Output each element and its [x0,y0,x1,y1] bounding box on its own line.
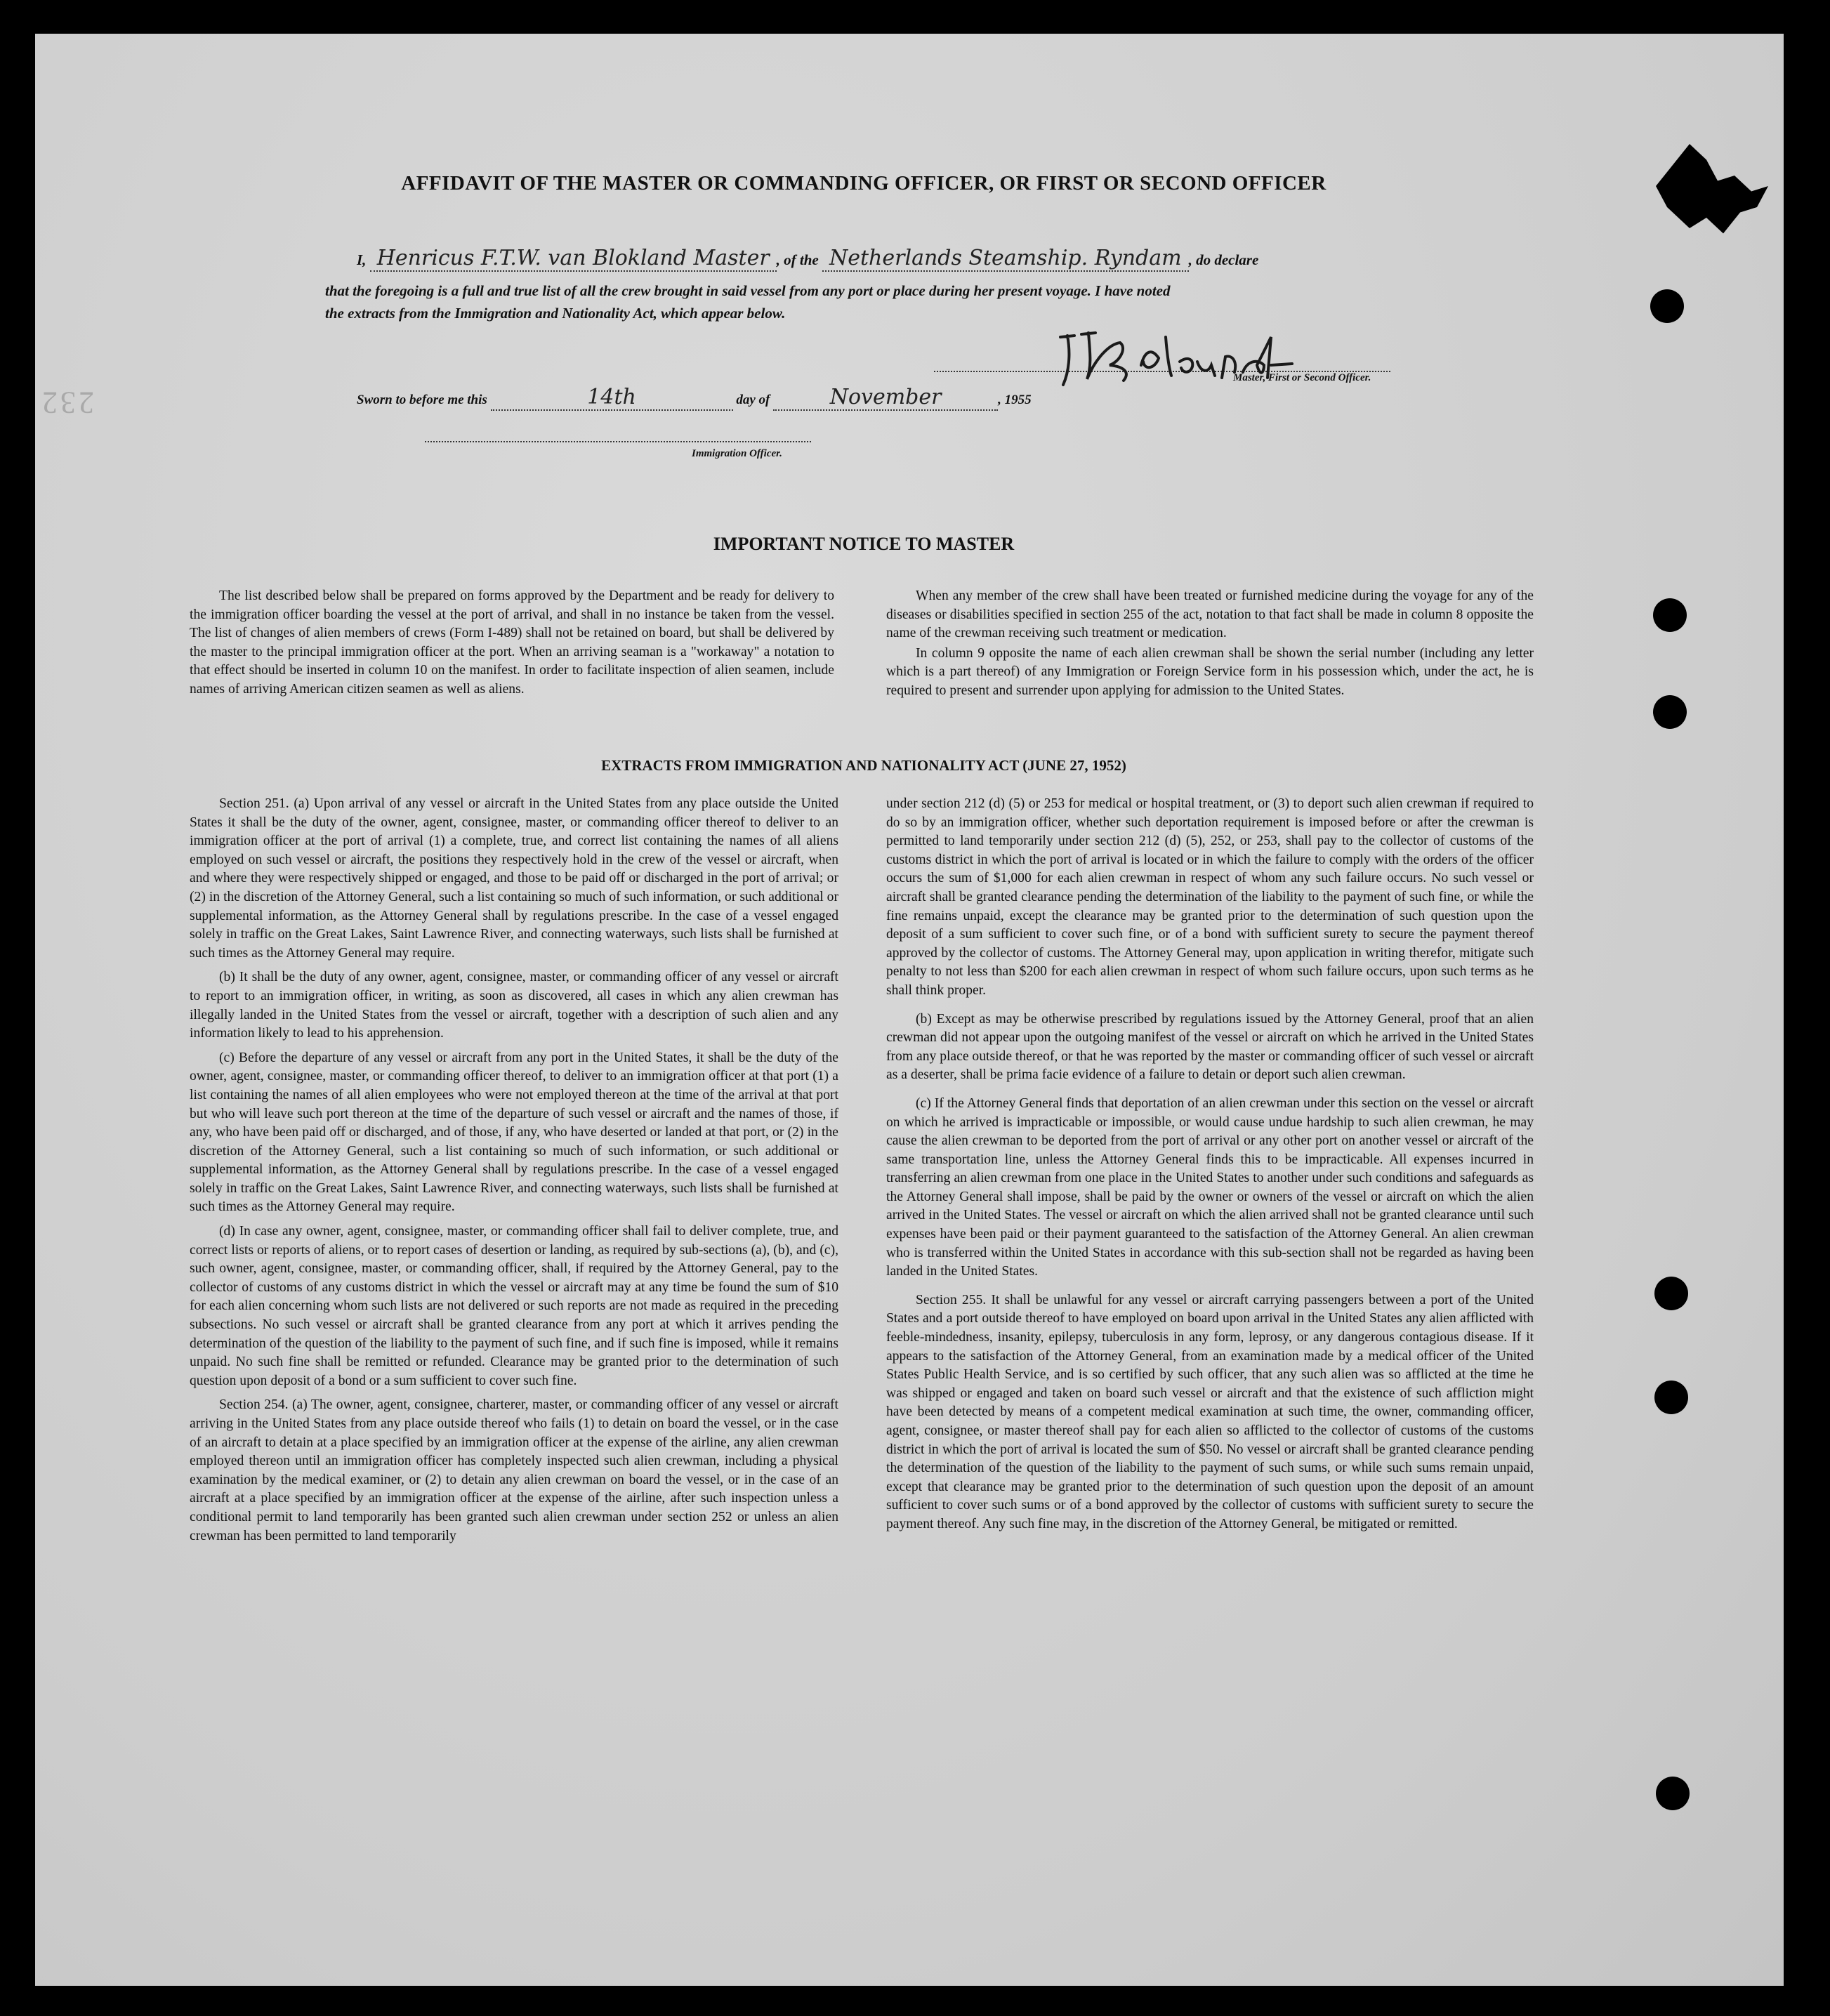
section-paragraph: Section 255. It shall be unlawful for any vessel or aircraft carrying passengers between a port of the United States and a port outside thereof to have employed on board upon arrival in the United States any alien afflicted with feeble-mindedness, insanity, epilepsy, tuberculosis in any form, leprosy, or any dangerous contagious disease. If it appears to the satisfaction of the Attorney General, from an examination made by a medical officer of the United States Public Health Service, and is so certified by such officer, that any such alien was so afflicted at the time he was shipped or engaged and taken on board such vessel or aircraft and that the existence of such affliction might have been detected by means of a competent medical examination at such time, the owner, commanding officer, agent, consignee, or master thereof shall pay for each alien so afflicted to the collector of customs of the customs district in which the port of arrival is located the sum of $50. No vessel or aircraft shall be granted clearance pending the determination of the question of the liability to the payment of such sums, or while such sums remain unpaid, except that clearance may be granted prior to the determination of such question upon the deposit of an amount sufficient to cover such sums or of a bond approved by the collector of customs with sufficient surety to secure the payment thereof. Any such fine may, in the discretion of the Attorney General, be mitigated or remitted. [886,1292,1534,1531]
notice-right-column [886,587,1534,706]
affidavit-title: AFFIDAVIT OF THE MASTER OR COMMANDING OFFICER, OR FIRST OR SECOND OFFICER [401,172,1327,195]
binder-hole [1653,598,1687,632]
officer-signature-line [425,441,811,442]
notice-left-column [190,587,834,705]
section-paragraph: (b) It shall be the duty of any owner, agent, consignee, master, or commanding officer of any vessel or aircraft to report to an immigration officer, in writing, as soon as discovered, all cases in which any alien crewman has illegally landed in the United States from the vessel or aircraft, together with a description of such alien and any information likely to lead to his apprehension. [190,970,838,1041]
notice-paragraph: In column 9 opposite the name of each alien crewman shall be shown the serial number (including any letter which is a part thereof) of any Immigration or Foreign Service form in his possession which, under the act, he is required to present and surrender upon applying for admission to the United States. [886,645,1534,698]
day-field: 14th [587,385,636,409]
declaration-line-3: the extracts from the Immigration and Nationality Act, which appear below. [325,305,786,322]
binder-hole [1650,289,1684,323]
month-field: November [829,385,942,409]
notice-heading: IMPORTANT NOTICE TO MASTER [713,534,1015,554]
signature-caption: Master, First or Second Officer. [1233,372,1371,383]
extracts-left-column [190,795,838,1551]
binder-hole [1654,1381,1688,1414]
binder-hole [1656,1777,1690,1810]
declaration-line-2: that the foregoing is a full and true list of all the crew brought in said vessel from any port or place during her present voyage. I have noted [325,282,1171,299]
vessel-name-field: Netherlands Steamship. Ryndam [822,246,1189,272]
notice-paragraph: The list described below shall be prepared on forms approved by the Department and be ready for delivery to the immigration officer boarding the vessel at the port of arrival, and shall in no instance be taken from the vessel. The list of changes of alien members of crews (Form I-489) shall not be retained on board, but shall be delivered by the master to the principal immigration officer at the port. When an arriving seaman is a "workaway" a notation to that effect should be inserted in column 10 on the manifest. In order to facilitate inspection of alien seamen, include names of arriving American citizen seamen as well as aliens. [190,588,834,697]
notice-paragraph: When any member of the crew shall have been treated or furnished medicine during the voyage for any of the diseases or disabilities specified in section 255 of the act, notation to that fact shall be made in column 8 opposite the name of the crewman receiving such treatment or medication. [886,588,1534,641]
section-paragraph: (b) Except as may be otherwise prescribed by regulations issued by the Attorney General, proof that an alien crewman did not appear upon the outgoing manifest of the vessel or aircraft on which he arrived in the United States from any place outside thereof, or that he was reported by the master or commanding officer of such vessel or aircraft as a deserter, shall be prima facie evidence of a failure to detain or deport such alien crewman. [886,1011,1534,1083]
extracts-heading: EXTRACTS FROM IMMIGRATION AND NATIONALITY ACT (JUNE 27, 1952) [601,757,1126,774]
sworn-line: Sworn to before me this 14th day of November , 1955 [357,385,1032,409]
year-field: , 1955 [998,393,1032,407]
declaration-line-1: I, Henricus F.T.W. van Blokland Master , of the Netherlands Steamship. Ryndam , do declare [357,246,1259,270]
section-paragraph: Section 251. (a) Upon arrival of any vessel or aircraft in the United States from any place outside the United States it shall be the duty of the owner, agent, consignee, master, or commanding officer thereof to deliver to an immigration officer at the port of arrival (1) a complete, true, and correct list containing the names of all aliens employed on such vessel or aircraft, the positions they respectively hold in the crew of the vessel or aircraft, when and where they were respectively shipped or engaged, and those to be paid off or discharged in the port of arrival; or (2) in the discretion of the Attorney General, such a list containing so much of such information, or such additional or supplemental information, as the Attorney General shall by regulations prescribe. In the case of a vessel engaged solely in traffic on the Great Lakes, Saint Lawrence River, and connecting waterways, such lists shall be furnished at such times as the Attorney General may require. [190,796,838,961]
extracts-right-column [886,795,1534,1540]
margin-number: 232 [39,386,94,420]
section-paragraph: Section 254. (a) The owner, agent, consignee, charterer, master, or commanding officer of any vessel or aircraft arriving in the United States from any place outside thereof who fails (1) to detain on board the vessel, or in the case of an aircraft to detain at a place specified by an immigration officer at the expense of the airline, any alien crewman employed thereon until an immigration officer has completely inspected such alien crewman, including a physical examination by the medical examiner, or (2) to detain any alien crewman on board the vessel, or in the case of an aircraft at a place specified by an immigration officer at the expense of the airline, after such inspection unless a conditional permit to land temporarily has been granted such alien crewman under section 252 or unless an alien crewman has been permitted to land temporarily [190,1397,838,1543]
section-paragraph: (c) If the Attorney General finds that deportation of an alien crewman under this section on the vessel or aircraft on which he arrived is impracticable or impossible, or would cause undue hardship to such alien crewman, he may cause the alien crewman to be deported from the port of arrival or any other port on another vessel or aircraft of the same transportation line, unless the Attorney General finds this to be impracticable. All expenses incurred in transferring an alien crewman from one place in the United States to another under such conditions and safeguards as the Attorney General shall impose, shall be paid by the owner or owners of the vessel or aircraft on which the alien arrived in the United States. The vessel or aircraft on which the alien arrived shall not be granted clearance until such expenses have been paid or their payment guaranteed to the satisfaction of the Attorney General. An alien crewman who is transferred within the United States in accordance with this sub-section shall not be regarded as having been landed in the United States. [886,1095,1534,1279]
binder-hole [1654,1277,1688,1310]
master-name-field: Henricus F.T.W. van Blokland Master [370,246,777,272]
section-paragraph: under section 212 (d) (5) or 253 for medical or hospital treatment, or (3) to deport such alien crewman if required to do so by an immigration officer, whether such deportation requirement is imposed before or after the crewman is permitted to land temporarily under section 212 (d) (5), 252, or 253, shall pay to the collector of customs of the customs district in which the port of arrival is located or in which the failure to comply with the orders of the officer occurs the sum of $1,000 for each alien crewman in respect of whom any such failure occurs. No such vessel or aircraft shall be granted clearance pending the determination of the liability to the payment of such fine, or while the fine remains unpaid, except the clearance may be granted prior to the determination of such question upon the deposit of a sum sufficient to cover such fine, or of a bond with sufficient surety to secure the payment thereof approved by the collector of customs. The Attorney General may, upon application in writing therefor, mitigate such penalty to not less than $200 for each alien crewman in respect of whom such failure occurs, upon such terms as he shall think proper. [886,796,1534,998]
section-paragraph: (d) In case any owner, agent, consignee, master, or commanding officer shall fail to deliver complete, true, and correct lists or reports of aliens, or to report cases of desertion or landing, as required by sub-sections (a), (b), and (c), such owner, agent, consignee, master, or commanding officer, shall, if required by the Attorney General, pay to the collector of customs of any customs district in which the vessel or aircraft may at any time be found the sum of $10 for each alien concerning whom such lists are not delivered or such reports are not made as required in the preceding subsections. No such vessel or aircraft shall be granted clearance from any port at which it arrives pending the determination of the question of the liability to the payment of such fine, and if such fine is imposed, while it remains unpaid. No such fine shall be remitted or refunded. Clearance may be granted prior to the determination of such question upon deposit of a bond or a sum sufficient to cover such fine. [190,1224,838,1388]
binder-hole [1653,695,1687,729]
section-paragraph: (c) Before the departure of any vessel or aircraft from any port in the United States, it shall be the duty of the owner, agent, consignee, master, or commanding officer thereof, to deliver to an immigration officer at that port (1) a list containing the names of all alien employees who were not employed thereon at the time of the arrival at that port but who will leave such port thereon at the time of the departure of such vessel or aircraft and the names of those, if any, who have been paid off or discharged, and of those, if any, who have deserted or landed at that port, or (2) in the discretion of the Attorney General, such a list containing so much of such information, or such additional or supplemental information, as the Attorney General shall by regulations prescribe. In the case of a vessel engaged solely in traffic on the Great Lakes, Saint Lawrence River, and connecting waterways, such lists shall be furnished at such times as the Attorney General may require. [190,1050,838,1215]
officer-caption: Immigration Officer. [692,448,782,459]
